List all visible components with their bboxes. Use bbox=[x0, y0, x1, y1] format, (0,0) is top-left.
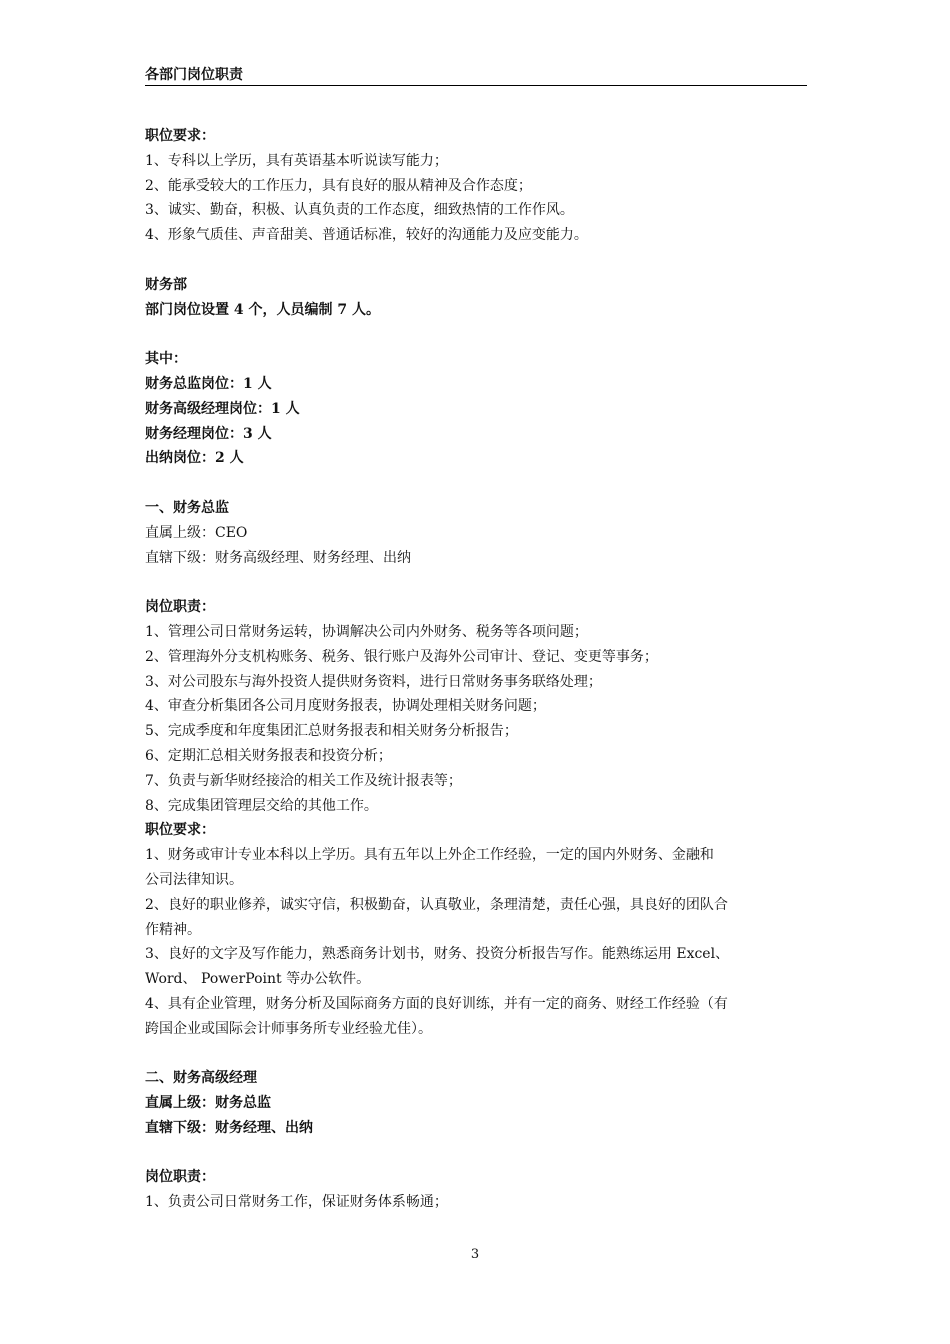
list-item: 作精神。 bbox=[145, 921, 201, 938]
positions-heading: 其中： bbox=[145, 351, 187, 368]
spacer bbox=[145, 570, 807, 595]
list-item: 8、完成集团管理层交给的其他工作。 bbox=[145, 797, 378, 814]
list-item: 2、能承受较大的工作压力，具有良好的服从精神及合作态度； bbox=[145, 177, 532, 194]
list-item: 7、负责与新华财经接洽的相关工作及统计报表等； bbox=[145, 772, 462, 789]
list-item: 5、完成季度和年度集团汇总财务报表和相关财务分析报告； bbox=[145, 723, 518, 740]
list-item: 4、形象气质佳、声音甜美、普通话标准，较好的沟通能力及应变能力。 bbox=[145, 227, 588, 244]
list-item: Word、 PowerPoint 等办公软件。 bbox=[145, 971, 371, 988]
spacer bbox=[145, 471, 807, 496]
department-title: 财务部 bbox=[145, 276, 187, 293]
spacer bbox=[145, 1141, 807, 1166]
list-item: 跨国企业或国际会计师事务所专业经验尤佳）。 bbox=[145, 1020, 432, 1037]
list-item: 2、良好的职业修养，诚实守信，积极勤奋，认真敬业，条理清楚，责任心强，具良好的团队合 bbox=[145, 896, 728, 913]
page-number: 3 bbox=[470, 1247, 480, 1262]
list-item: 6、定期汇总相关财务报表和投资分析； bbox=[145, 747, 392, 764]
department-summary: 部门岗位设置 4 个，人员编制 7 人。 bbox=[145, 301, 380, 318]
section-heading: 职位要求： bbox=[145, 128, 215, 144]
section-heading: 岗位职责： bbox=[145, 1169, 215, 1186]
list-item: 3、良好的文字及写作能力，熟悉商务计划书，财务、投资分析报告写作。能熟练运用 Excel、 bbox=[145, 946, 730, 963]
spacer bbox=[145, 1041, 807, 1066]
list-item: 4、具有企业管理，财务分析及国际商务方面的良好训练，并有一定的商务、财经工作经验（有 bbox=[145, 995, 728, 1012]
sfm-superior: 直属上级：财务总监 bbox=[145, 1095, 271, 1112]
list-item: 1、负责公司日常财务工作，保证财务体系畅通； bbox=[145, 1194, 448, 1211]
list-item: 3、对公司股东与海外投资人提供财务资料，进行日常财务事务联络处理； bbox=[145, 673, 602, 690]
position-count: 财务高级经理岗位：1 人 bbox=[145, 400, 300, 417]
page-content bbox=[145, 124, 807, 1215]
section-heading: 岗位职责： bbox=[145, 599, 215, 616]
position-count: 出纳岗位：2 人 bbox=[145, 450, 244, 467]
sfm-subordinates: 直辖下级：财务经理、出纳 bbox=[145, 1119, 313, 1136]
section-heading: 职位要求： bbox=[145, 822, 215, 839]
position-count: 财务经理岗位：3 人 bbox=[145, 425, 272, 442]
list-item: 2、管理海外分支机构账务、税务、银行账户及海外公司审计、登记、变更等事务； bbox=[145, 648, 658, 665]
cfo-superior: 直属上级：CEO bbox=[145, 524, 248, 541]
cfo-subordinates: 直辖下级：财务高级经理、财务经理、出纳 bbox=[145, 549, 411, 566]
sfm-title: 二、财务高级经理 bbox=[145, 1070, 257, 1087]
spacer bbox=[145, 248, 807, 273]
list-item: 3、诚实、勤奋，积极、认真负责的工作态度，细致热情的工作作风。 bbox=[145, 202, 574, 219]
list-item: 1、专科以上学历，具有英语基本听说读写能力； bbox=[145, 152, 448, 169]
spacer bbox=[145, 322, 807, 347]
list-item: 4、审查分析集团各公司月度财务报表，协调处理相关财务问题； bbox=[145, 698, 546, 715]
list-item: 1、管理公司日常财务运转，协调解决公司内外财务、税务等各项问题； bbox=[145, 623, 588, 640]
list-item: 公司法律知识。 bbox=[145, 871, 243, 888]
list-item: 1、财务或审计专业本科以上学历。具有五年以上外企工作经验，一定的国内外财务、金融和 bbox=[145, 847, 714, 864]
position-count: 财务总监岗位：1 人 bbox=[145, 375, 272, 392]
page-header: 各部门岗位职责 bbox=[145, 66, 807, 86]
cfo-title: 一、财务总监 bbox=[145, 499, 229, 516]
